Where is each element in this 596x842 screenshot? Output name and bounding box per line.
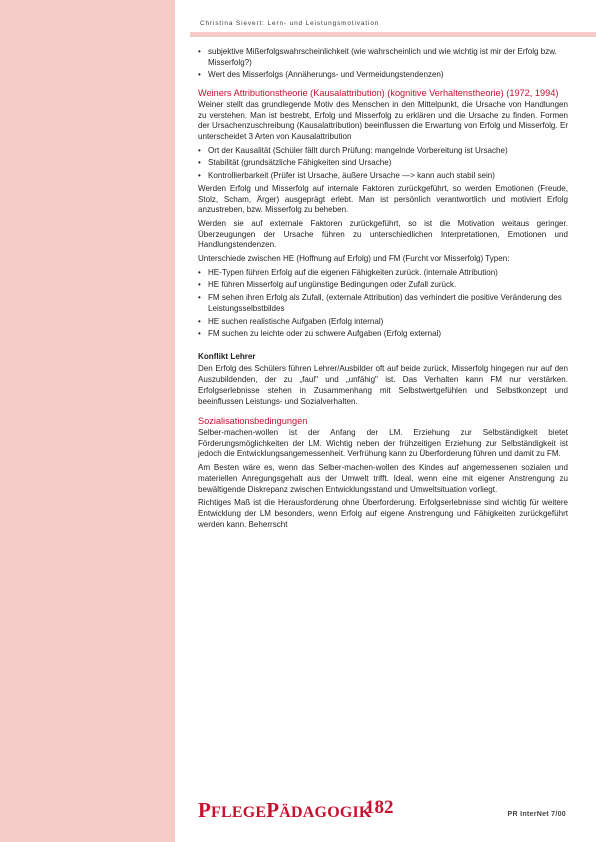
- list-item: • subjektive Mißerfolgswahrscheinlichkeit (wie wahrscheinlich und wie wichtig ist mir der Erfolg bzw. Misserfolg?): [198, 47, 568, 68]
- paragraph: Unterschiede zwischen HE (Hoffnung auf Erfolg) und FM (Furcht vor Misserfolg) Typen:: [198, 254, 510, 264]
- issue-label: PR InterNet 7/00: [507, 811, 566, 818]
- list-item: • FM suchen zu leichte oder zu schwere Aufgaben (Erfolg external): [198, 329, 568, 340]
- paragraph: Werden Erfolg und Misserfolg auf internale Faktoren zurückgeführt, so werden Emotionen (Freude, Stolz, Scham, Ärger) ausgeprägt erlebt. Man ist persönlich verantwortlich und motiviert Erfolg anzustreben, bzw. Misserfolg zu beheben.: [198, 183, 568, 215]
- logo-letter: P: [266, 798, 280, 822]
- section-heading-sozialisation: Sozialisationsbedingungen: [198, 416, 308, 427]
- header-rule: [190, 32, 596, 37]
- section-heading-weiner: Weiners Attributionstheorie (Kausalattribution) (kognitive Verhaltenstheorie) (1972, 1994): [198, 88, 559, 99]
- list-item: • HE-Typen führen Erfolg auf die eigenen Fähigkeiten zurück. (internale Attribution): [198, 268, 568, 279]
- left-margin-band: [0, 0, 175, 842]
- list-item: • HE suchen realistische Aufgaben (Erfolg internal): [198, 317, 568, 328]
- paragraph: Weiner stellt das grundlegende Motiv des Menschen in den Mittelpunkt, die Ursache von Handlungen zu verstehen. Man ist bestrebt, Erfolg und Misserfolg zu erklären und die Ursache zu finden. Formen der Ursachenzuschreibung (Kausalattribution) beeinflussen die Erwartung von Erfolg und Misserfolg. Er unterscheidet 3 Arten von Kausalattribution: [198, 99, 568, 142]
- list-item: • Kontrollierbarkeit (Prüfer ist Ursache, äußere Ursache —> kann auch stabil sein): [198, 171, 568, 182]
- logo-text: ÄDAGOGIK: [279, 804, 372, 821]
- logo-letter: P: [198, 798, 212, 822]
- running-head: Christina Sievert: Lern- und Leistungsmotivation: [200, 20, 380, 27]
- article-body: [198, 47, 568, 533]
- paragraph: Am Besten wäre es, wenn das Selber-machen-wollen des Kindes auf angemessenen sozialen und materiellen Anregungsgehalt aus der Umwelt trifft. Ideal, wenn eine mit eigener Anstrengung zu bewältigende Diskrepanz zwischen Entwicklungsstand und Umweltsituation vorliegt.: [198, 463, 568, 494]
- page-number: 182: [365, 797, 394, 818]
- list-item: • HE führen Misserfolg auf ungünstige Bedingungen oder Zufall zurück.: [198, 280, 568, 291]
- paragraph: Selber-machen-wollen ist der Anfang der LM. Erziehung zur Selbständigkeit bietet Förderungsmöglichkeiten der LM. Wichtig neben der frühzeitigen Erziehung zur Selbständigkeit ist jedoch die Entwicklungsangemessenheit. Verfrühung kann zu Überforderung führen und damit zu FM.: [198, 428, 568, 459]
- list-item: • FM sehen ihren Erfolg als Zufall, (externale Attribution) das verhindert die positive Veränderung des Leistungsselbstbildes: [198, 293, 568, 314]
- he-fm-list: [198, 268, 568, 340]
- list-item: • Wert des Misserfolgs (Annäherungs- und Vermeidungstendenzen): [198, 70, 568, 81]
- list-item: • Ort der Kausalität (Schüler fällt durch Prüfung: mangelnde Vorbereitung ist Ursache): [198, 146, 568, 157]
- list-item: • Stabilität (grundsätzliche Fähigkeiten sind Ursache): [198, 158, 568, 169]
- intro-bullet-list: [198, 47, 568, 81]
- attribution-types-list: [198, 146, 568, 182]
- paragraph: Richtiges Maß ist die Herausforderung ohne Überforderung. Erfolgserlebnisse sind wichtig für weitere Entwicklung der LM besonders, wenn Erfolg auf eigene Anstrengung und Fähigkeiten zurückgeführt werden kann. Beherrscht: [198, 498, 568, 529]
- paragraph: Werden sie auf externale Faktoren zurückgeführt, so ist die Motivation weitaus geringer. Überzeugungen der Ursache führen zu unterschiedlichen Interpretationen, Emotionen und Handlungstendenzen.: [198, 218, 568, 250]
- subheading-konflikt: Konflikt Lehrer: [198, 351, 256, 361]
- paragraph: Den Erfolg des Schülers führen Lehrer/Ausbilder oft auf beide zurück, Misserfolg hingegen nur auf den Auszubildenden, der zu „faul" und „unfähig" ist. Das Verhalten kann FM nur verstärken. Erfolgserlebnisse stehen in Zusammenhang mit Selbstwertgefühlen und Selbstkonzept und beeinflussen Leistungs- und Sozialverhalten.: [198, 364, 568, 406]
- logo-text: FLEGE: [211, 804, 267, 821]
- magazine-logo: [198, 798, 372, 823]
